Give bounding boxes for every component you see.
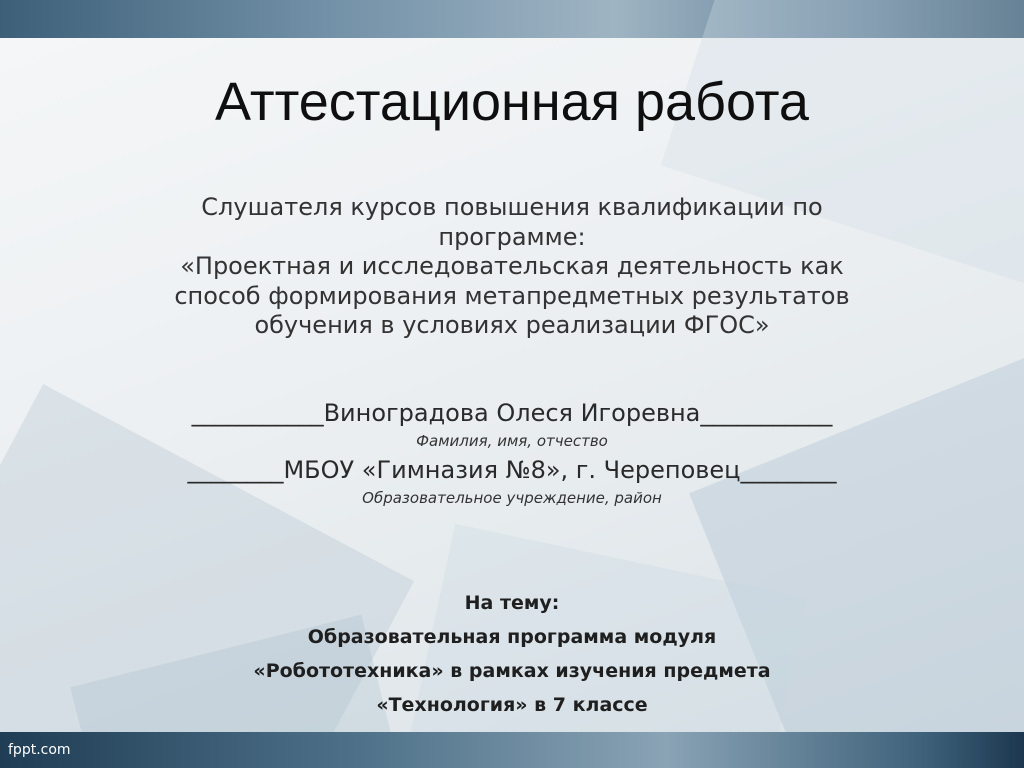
course-description-line: способ формирования метапредметных результатов — [174, 281, 850, 310]
work-topic-line: «Робототехника» в рамках изучения предмета — [253, 660, 771, 682]
work-topic — [0, 586, 1024, 722]
work-topic-line: На тему: — [464, 592, 560, 614]
course-description-line: обучения в условиях реализации ФГОС» — [254, 311, 770, 339]
watermark-text: fppt.com — [8, 742, 71, 758]
work-topic-line: Образовательная программа модуля — [307, 626, 717, 648]
course-description-line: Слушателя курсов повышения квалификации по — [201, 193, 823, 221]
author-name-caption: Фамилия, имя, отчество — [416, 432, 608, 450]
author-name: ___________Виноградова Олеся Игоревна___________ — [191, 399, 833, 427]
work-topic-line: «Технология» в 7 классе — [376, 694, 648, 716]
bottom-decorative-band — [0, 732, 1024, 768]
school-caption: Образовательное учреждение, район — [362, 489, 662, 507]
course-description-line: «Проектная и исследовательская деятельность как — [180, 252, 844, 280]
slide-title: Аттестационная работа — [215, 72, 809, 132]
course-description-line: программе: — [438, 222, 586, 251]
course-description — [0, 193, 1024, 341]
school-name: ________МБОУ «Гимназия №8», г. Череповец________ — [187, 456, 837, 484]
